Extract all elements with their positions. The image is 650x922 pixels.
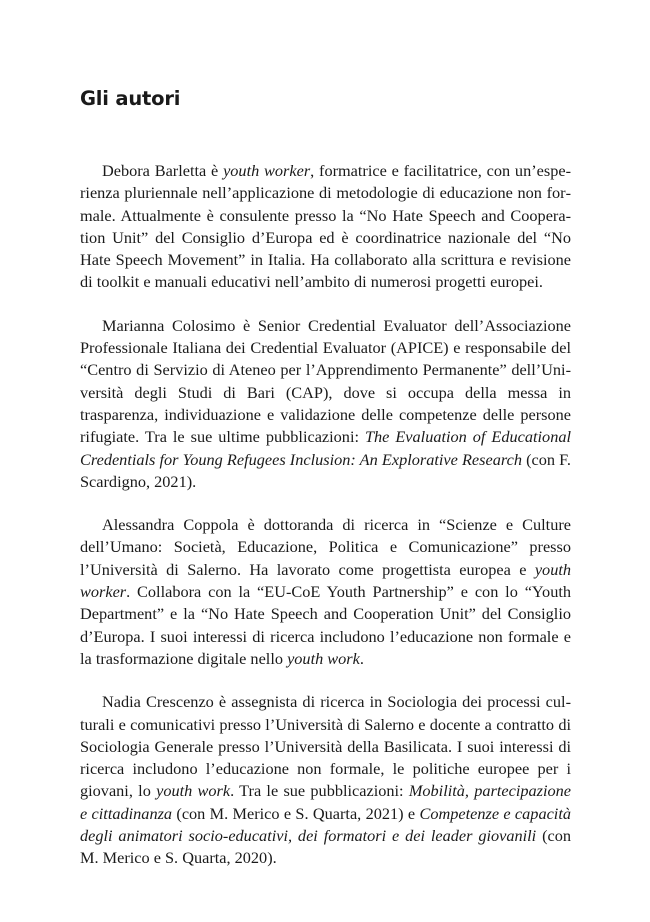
italic-text: youth work	[156, 781, 231, 801]
bio-text: (con F. Scardigno, 2021).	[80, 449, 571, 491]
bio-text: Alessandra Coppola è dottoranda di ricerca in “Scienze e Culture dell’Umano: Società, Educazione, Politica e Comunicazione” presso l’Università di Salerno. Ha lavorato come progettista europea e	[80, 515, 571, 579]
italic-text: youth work	[287, 648, 360, 668]
page-heading: Gli autori	[80, 87, 181, 110]
bio-text: (con M. Merico e S. Quarta, 2021) e	[172, 803, 420, 823]
bio-text: Nadia Crescenzo è assegnista di ricerca in Sociologia dei processi culturali e comunicativi presso l’Università di Salerno e docente a contratto di Sociologia Generale presso l’Università della Basilicata. I suoi interessi di ricerca includono l’educazione non formale, le politiche europee per i giovani, lo	[80, 692, 571, 801]
author-bios	[80, 160, 571, 891]
bio-text: . Tra le sue pubblicazioni:	[230, 781, 409, 801]
author-bio-crescenzo	[80, 691, 571, 869]
italic-text: The Evaluation of Educational Credentials for Young Refugees Inclusion: An Explorative Research	[80, 427, 571, 469]
bio-text: (con M. Merico e S. Quarta, 2020).	[80, 826, 572, 868]
bio-text: .	[359, 648, 364, 668]
bio-text: , formatrice e facilitatrice, con un’esperienza pluriennale nell’applicazione di metodologie di educazione non formale. Attualmente è consulente presso la “No Hate Speech and Cooperation Unit” del Consiglio d’Europa ed è coordinatrice nazionale del “No Hate Speech Movement” in Italia. Ha collaborato alla scrittura e revisione di toolkit e manuali educativi nell’ambito di numerosi progetti europei.	[80, 161, 571, 292]
bio-text: . Collabora con la “EU-CoE Youth Partnership” e con lo “Youth Department” e la “No Hate Speech and Cooperation Unit” del Consiglio d’Europa. I suoi interessi di ricerca includono l’educazione non formale e la trasformazione digitale nello	[80, 582, 571, 668]
bio-text: Marianna Colosimo è Senior Credential Evaluator dell’Associazione Professionale Italiana dei Credential Evaluator (APICE) e responsabile del “Centro di Servizio di Ateneo per l’Apprendimento Permanente” dell’Università degli Studi di Bari (CAP), dove si occupa della messa in trasparenza, individuazione e validazione delle competenze delle persone rifugiate. Tra le sue ultime pubblicazioni:	[80, 315, 571, 447]
author-bio-coppola	[80, 514, 571, 670]
bio-text: Debora Barletta è	[102, 161, 224, 180]
italic-text: youth worker	[80, 559, 571, 602]
italic-text: Mobilità, partecipazione e cittadinanza	[80, 781, 572, 823]
italic-text: youth worker	[223, 161, 311, 180]
author-bio-barletta	[80, 160, 571, 294]
italic-text: Competenze e capacità degli animatori socio-educativi, dei formatori e dei leader giovanili	[80, 803, 571, 846]
author-bio-colosimo	[80, 315, 571, 493]
